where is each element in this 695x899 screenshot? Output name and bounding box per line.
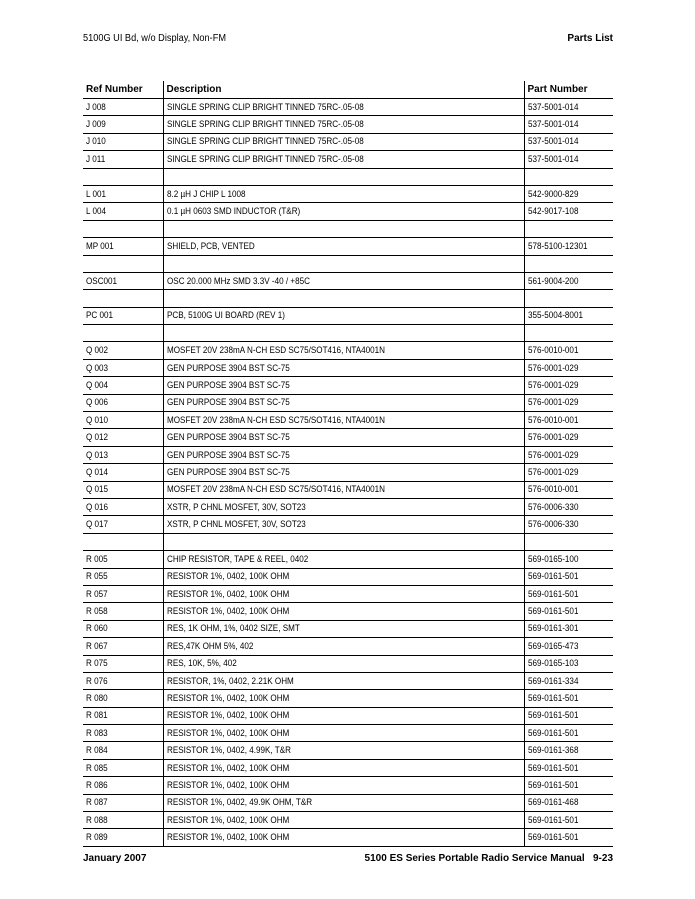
table-row (83, 498, 613, 515)
description-cell-text: RESISTOR 1%, 0402, 100K OHM (166, 814, 289, 825)
description-cell (163, 568, 524, 585)
ref-number-cell (83, 516, 163, 533)
table-row (83, 585, 613, 602)
ref-number-cell-text: L 001 (86, 188, 106, 199)
part-number-cell (524, 690, 613, 707)
description-cell (163, 812, 524, 829)
table-row (83, 794, 613, 811)
ref-number-cell-text: R 087 (86, 797, 108, 808)
description-cell-text: RESISTOR 1%, 0402, 100K OHM (166, 832, 289, 843)
description-cell-text: RESISTOR, 1%, 0402, 2.21K OHM (166, 675, 294, 686)
description-cell (163, 655, 524, 672)
table-row (83, 707, 613, 724)
part-number-cell-text: 569-0161-501 (527, 762, 578, 773)
part-number-cell (524, 829, 613, 846)
ref-number-cell-text: J 009 (86, 119, 106, 130)
part-number-cell-text: 569-0161-501 (527, 779, 578, 790)
part-number-cell-text: 576-0001-029 (527, 432, 578, 443)
ref-number-cell (83, 446, 163, 463)
part-number-cell-text: 537-5001-014 (527, 153, 578, 164)
table-row (83, 429, 613, 446)
ref-number-cell-text: Q 017 (86, 519, 109, 530)
ref-number-cell (83, 412, 163, 429)
part-number-cell (524, 742, 613, 759)
ref-number-cell (83, 359, 163, 376)
ref-number-cell-text: Q 003 (86, 362, 109, 373)
ref-number-cell-text: MP 001 (86, 240, 114, 251)
ref-number-cell (83, 690, 163, 707)
ref-number-cell-text: R 067 (86, 640, 108, 651)
description-cell-text: RESISTOR 1%, 0402, 100K OHM (166, 692, 289, 703)
ref-number-cell (83, 255, 163, 272)
part-number-cell (524, 759, 613, 776)
description-cell-text: SINGLE SPRING CLIP BRIGHT TINNED 75RC-.05-08 (166, 136, 364, 147)
ref-number-cell (83, 220, 163, 237)
description-cell-text: RESISTOR 1%, 0402, 100K OHM (166, 588, 289, 599)
ref-number-cell-text: PC 001 (86, 310, 114, 321)
part-number-cell (524, 238, 613, 255)
description-cell-text: RES, 10K, 5%, 402 (166, 658, 237, 669)
description-cell-text: GEN PURPOSE 3904 BST SC-75 (166, 466, 290, 477)
part-number-cell-text: 537-5001-014 (527, 101, 578, 112)
table-row (83, 655, 613, 672)
part-number-cell (524, 446, 613, 463)
description-cell (163, 742, 524, 759)
col-header-description: Description (163, 81, 524, 99)
ref-number-cell (83, 203, 163, 220)
part-number-cell-text: 542-9017-108 (527, 206, 578, 217)
ref-number-cell-text: R 080 (86, 692, 108, 703)
table-row (83, 342, 613, 359)
description-cell (163, 342, 524, 359)
description-cell (163, 325, 524, 342)
description-cell (163, 238, 524, 255)
description-cell-text: XSTR, P CHNL MOSFET, 30V, SOT23 (166, 501, 306, 512)
part-number-cell-text: 578-5100-12301 (527, 240, 587, 251)
description-cell (163, 203, 524, 220)
ref-number-cell (83, 742, 163, 759)
part-number-cell (524, 377, 613, 394)
part-number-cell (524, 220, 613, 237)
ref-number-cell-text: Q 013 (86, 449, 109, 460)
description-cell (163, 498, 524, 515)
table-row (83, 377, 613, 394)
part-number-cell-text: 576-0001-029 (527, 466, 578, 477)
part-number-cell-text: 569-0161-334 (527, 675, 578, 686)
ref-number-cell (83, 533, 163, 550)
description-cell (163, 690, 524, 707)
table-row (83, 359, 613, 376)
part-number-cell (524, 168, 613, 185)
ref-number-cell-text: R 005 (86, 553, 108, 564)
ref-number-cell-text: R 058 (86, 606, 108, 617)
part-number-cell-text: 569-0161-368 (527, 745, 578, 756)
table-row (83, 133, 613, 150)
table-row (83, 568, 613, 585)
ref-number-cell (83, 812, 163, 829)
part-number-cell-text: 576-0010-001 (527, 414, 578, 425)
table-row (83, 99, 613, 116)
description-cell-text: GEN PURPOSE 3904 BST SC-75 (166, 379, 290, 390)
part-number-cell (524, 568, 613, 585)
description-cell (163, 446, 524, 463)
table-row (83, 638, 613, 655)
table-row (83, 220, 613, 237)
table-row (83, 759, 613, 776)
description-cell (163, 168, 524, 185)
ref-number-cell (83, 342, 163, 359)
description-cell-text: CHIP RESISTOR, TAPE & REEL, 0402 (166, 553, 308, 564)
ref-number-cell-text: R 085 (86, 762, 108, 773)
ref-number-cell (83, 394, 163, 411)
col-header-part-number: Part Number (524, 81, 613, 99)
ref-number-cell-text: R 060 (86, 623, 108, 634)
ref-number-cell-text: R 055 (86, 571, 108, 582)
description-cell (163, 533, 524, 550)
header-section: Parts List (567, 33, 613, 44)
part-number-cell-text: 542-9000-829 (527, 188, 578, 199)
description-cell-text: MOSFET 20V 238mA N-CH ESD SC75/SOT416, NTA4001N (166, 414, 385, 425)
part-number-cell-text: 576-0006-330 (527, 519, 578, 530)
table-row (83, 672, 613, 689)
ref-number-cell (83, 620, 163, 637)
ref-number-cell (83, 307, 163, 324)
table-row (83, 238, 613, 255)
ref-number-cell (83, 829, 163, 846)
part-number-cell (524, 307, 613, 324)
part-number-cell-text: 569-0161-501 (527, 692, 578, 703)
description-cell-text: SHIELD, PCB, VENTED (166, 240, 255, 251)
description-cell (163, 272, 524, 289)
part-number-cell (524, 290, 613, 307)
ref-number-cell-text: R 057 (86, 588, 108, 599)
table-body (83, 99, 613, 847)
ref-number-cell-text: J 010 (86, 136, 106, 147)
table-row (83, 185, 613, 202)
ref-number-cell (83, 603, 163, 620)
description-cell (163, 394, 524, 411)
description-cell (163, 603, 524, 620)
part-number-cell (524, 672, 613, 689)
ref-number-cell (83, 116, 163, 133)
ref-number-cell (83, 481, 163, 498)
description-cell (163, 829, 524, 846)
part-number-cell-text: 537-5001-014 (527, 119, 578, 130)
ref-number-cell-text: Q 004 (86, 379, 109, 390)
description-cell-text: GEN PURPOSE 3904 BST SC-75 (166, 449, 290, 460)
description-cell-text: GEN PURPOSE 3904 BST SC-75 (166, 362, 290, 373)
part-number-cell-text: 576-0010-001 (527, 345, 578, 356)
description-cell-text: GEN PURPOSE 3904 BST SC-75 (166, 432, 290, 443)
description-cell (163, 638, 524, 655)
table-row (83, 481, 613, 498)
ref-number-cell (83, 133, 163, 150)
ref-number-cell (83, 290, 163, 307)
description-cell (163, 464, 524, 481)
part-number-cell-text: 569-0161-501 (527, 832, 578, 843)
description-cell (163, 412, 524, 429)
description-cell (163, 290, 524, 307)
description-cell-text: RESISTOR 1%, 0402, 100K OHM (166, 779, 289, 790)
ref-number-cell (83, 151, 163, 168)
part-number-cell-text: 569-0165-100 (527, 553, 578, 564)
ref-number-cell-text: OSC001 (86, 275, 118, 286)
part-number-cell (524, 498, 613, 515)
ref-number-cell (83, 568, 163, 585)
col-header-ref-number: Ref Number (83, 81, 163, 99)
ref-number-cell (83, 325, 163, 342)
footer-date: January 2007 (83, 853, 147, 864)
table-row (83, 290, 613, 307)
ref-number-cell-text: R 076 (86, 675, 108, 686)
ref-number-cell (83, 498, 163, 515)
description-cell-text: 0.1 µH 0603 SMD INDUCTOR (T&R) (166, 206, 300, 217)
ref-number-cell (83, 272, 163, 289)
description-cell (163, 116, 524, 133)
table-row (83, 412, 613, 429)
description-cell (163, 551, 524, 568)
part-number-cell-text: 569-0161-501 (527, 606, 578, 617)
table-row (83, 203, 613, 220)
description-cell (163, 151, 524, 168)
description-cell (163, 516, 524, 533)
ref-number-cell (83, 168, 163, 185)
part-number-cell-text: 576-0001-029 (527, 362, 578, 373)
description-cell-text: RESISTOR 1%, 0402, 100K OHM (166, 606, 289, 617)
part-number-cell (524, 655, 613, 672)
description-cell (163, 429, 524, 446)
description-cell-text: RESISTOR 1%, 0402, 100K OHM (166, 762, 289, 773)
description-cell (163, 620, 524, 637)
part-number-cell-text: 576-0001-029 (527, 379, 578, 390)
ref-number-cell (83, 464, 163, 481)
description-cell-text: RESISTOR 1%, 0402, 100K OHM (166, 710, 289, 721)
table-row (83, 325, 613, 342)
part-number-cell (524, 185, 613, 202)
description-cell (163, 777, 524, 794)
description-cell (163, 481, 524, 498)
part-number-cell (524, 794, 613, 811)
part-number-cell (524, 603, 613, 620)
part-number-cell-text: 569-0161-501 (527, 727, 578, 738)
table-row (83, 116, 613, 133)
part-number-cell (524, 412, 613, 429)
description-cell-text: RESISTOR 1%, 0402, 100K OHM (166, 727, 289, 738)
part-number-cell (524, 133, 613, 150)
part-number-cell (524, 725, 613, 742)
ref-number-cell-text: R 083 (86, 727, 108, 738)
ref-number-cell (83, 707, 163, 724)
ref-number-cell-text: Q 002 (86, 345, 109, 356)
part-number-cell (524, 638, 613, 655)
part-number-cell-text: 569-0165-103 (527, 658, 578, 669)
description-cell (163, 377, 524, 394)
part-number-cell (524, 116, 613, 133)
ref-number-cell-text: R 081 (86, 710, 108, 721)
ref-number-cell-text: Q 016 (86, 501, 109, 512)
part-number-cell (524, 342, 613, 359)
part-number-cell (524, 151, 613, 168)
part-number-cell (524, 707, 613, 724)
part-number-cell-text: 576-0001-029 (527, 397, 578, 408)
part-number-cell (524, 551, 613, 568)
ref-number-cell-text: Q 006 (86, 397, 109, 408)
description-cell (163, 255, 524, 272)
part-number-cell-text: 569-0161-501 (527, 710, 578, 721)
description-cell (163, 794, 524, 811)
description-cell-text: MOSFET 20V 238mA N-CH ESD SC75/SOT416, NTA4001N (166, 345, 385, 356)
part-number-cell (524, 812, 613, 829)
ref-number-cell (83, 585, 163, 602)
footer-manual-title: 5100 ES Series Portable Radio Service Manual 9-23 (364, 853, 613, 864)
description-cell-text: SINGLE SPRING CLIP BRIGHT TINNED 75RC-.05-08 (166, 101, 364, 112)
part-number-cell-text: 569-0161-301 (527, 623, 578, 634)
part-number-cell-text: 569-0161-468 (527, 797, 578, 808)
table-row (83, 620, 613, 637)
ref-number-cell-text: Q 012 (86, 432, 109, 443)
description-cell (163, 672, 524, 689)
description-cell (163, 759, 524, 776)
part-number-cell-text: 561-9004-200 (527, 275, 578, 286)
table-row (83, 151, 613, 168)
part-number-cell-text: 569-0161-501 (527, 588, 578, 599)
ref-number-cell (83, 377, 163, 394)
description-cell (163, 725, 524, 742)
ref-number-cell (83, 725, 163, 742)
ref-number-cell (83, 185, 163, 202)
table-row (83, 255, 613, 272)
part-number-cell-text: 355-5004-8001 (527, 310, 583, 321)
part-number-cell-text: 576-0001-029 (527, 449, 578, 460)
table-row (83, 446, 613, 463)
part-number-cell (524, 359, 613, 376)
table-row (83, 272, 613, 289)
ref-number-cell (83, 794, 163, 811)
ref-number-cell-text: Q 014 (86, 466, 109, 477)
table-row (83, 777, 613, 794)
description-cell-text: RES,47K OHM 5%, 402 (166, 640, 253, 651)
description-cell-text: RES, 1K OHM, 1%, 0402 SIZE, SMT (166, 623, 300, 634)
part-number-cell (524, 394, 613, 411)
description-cell-text: RESISTOR 1%, 0402, 4.99K, T&R (166, 745, 291, 756)
table-row (83, 690, 613, 707)
description-cell-text: 8.2 µH J CHIP L 1008 (166, 188, 246, 199)
table-row (83, 464, 613, 481)
part-number-cell (524, 203, 613, 220)
table-row (83, 812, 613, 829)
table-row (83, 725, 613, 742)
description-cell (163, 99, 524, 116)
description-cell-text: MOSFET 20V 238mA N-CH ESD SC75/SOT416, NTA4001N (166, 484, 385, 495)
ref-number-cell-text: Q 015 (86, 484, 109, 495)
description-cell (163, 585, 524, 602)
ref-number-cell (83, 777, 163, 794)
description-cell-text: RESISTOR 1%, 0402, 49.9K OHM, T&R (166, 797, 312, 808)
part-number-cell (524, 255, 613, 272)
part-number-cell (524, 516, 613, 533)
ref-number-cell-text: R 089 (86, 832, 108, 843)
description-cell (163, 359, 524, 376)
ref-number-cell (83, 99, 163, 116)
ref-number-cell (83, 429, 163, 446)
part-number-cell-text: 569-0161-501 (527, 571, 578, 582)
description-cell (163, 133, 524, 150)
header-title: 5100G UI Bd, w/o Display, Non-FM (83, 33, 227, 44)
description-cell (163, 307, 524, 324)
parts-list-table (83, 81, 613, 847)
part-number-cell-text: 569-0165-473 (527, 640, 578, 651)
table-row (83, 516, 613, 533)
ref-number-cell (83, 638, 163, 655)
part-number-cell-text: 576-0006-330 (527, 501, 578, 512)
part-number-cell-text: 569-0161-501 (527, 814, 578, 825)
description-cell-text: XSTR, P CHNL MOSFET, 30V, SOT23 (166, 519, 306, 530)
description-cell (163, 220, 524, 237)
ref-number-cell (83, 759, 163, 776)
description-cell-text: GEN PURPOSE 3904 BST SC-75 (166, 397, 290, 408)
part-number-cell-text: 537-5001-014 (527, 136, 578, 147)
description-cell (163, 707, 524, 724)
table-row (83, 168, 613, 185)
ref-number-cell-text: R 088 (86, 814, 108, 825)
table-row (83, 829, 613, 846)
description-cell-text: OSC 20.000 MHz SMD 3.3V -40 / +85C (166, 275, 310, 286)
table-row (83, 394, 613, 411)
description-cell (163, 185, 524, 202)
ref-number-cell (83, 655, 163, 672)
part-number-cell-text: 576-0010-001 (527, 484, 578, 495)
part-number-cell (524, 533, 613, 550)
part-number-cell (524, 585, 613, 602)
part-number-cell (524, 481, 613, 498)
description-cell-text: RESISTOR 1%, 0402, 100K OHM (166, 571, 289, 582)
description-cell-text: SINGLE SPRING CLIP BRIGHT TINNED 75RC-.05-08 (166, 119, 364, 130)
table-header-row (83, 81, 613, 99)
part-number-cell (524, 464, 613, 481)
description-cell-text: SINGLE SPRING CLIP BRIGHT TINNED 75RC-.05-08 (166, 153, 364, 164)
ref-number-cell-text: J 008 (86, 101, 106, 112)
ref-number-cell-text: J 011 (86, 153, 106, 164)
part-number-cell (524, 429, 613, 446)
table-row (83, 307, 613, 324)
ref-number-cell-text: L 004 (86, 206, 106, 217)
table-row (83, 551, 613, 568)
ref-number-cell (83, 551, 163, 568)
part-number-cell (524, 777, 613, 794)
ref-number-cell-text: R 075 (86, 658, 108, 669)
part-number-cell (524, 99, 613, 116)
ref-number-cell-text: R 086 (86, 779, 108, 790)
part-number-cell (524, 325, 613, 342)
ref-number-cell (83, 672, 163, 689)
ref-number-cell-text: Q 010 (86, 414, 109, 425)
ref-number-cell (83, 238, 163, 255)
part-number-cell (524, 620, 613, 637)
ref-number-cell-text: R 084 (86, 745, 108, 756)
table-row (83, 742, 613, 759)
table-row (83, 603, 613, 620)
description-cell-text: PCB, 5100G UI BOARD (REV 1) (166, 310, 285, 321)
part-number-cell (524, 272, 613, 289)
table-row (83, 533, 613, 550)
